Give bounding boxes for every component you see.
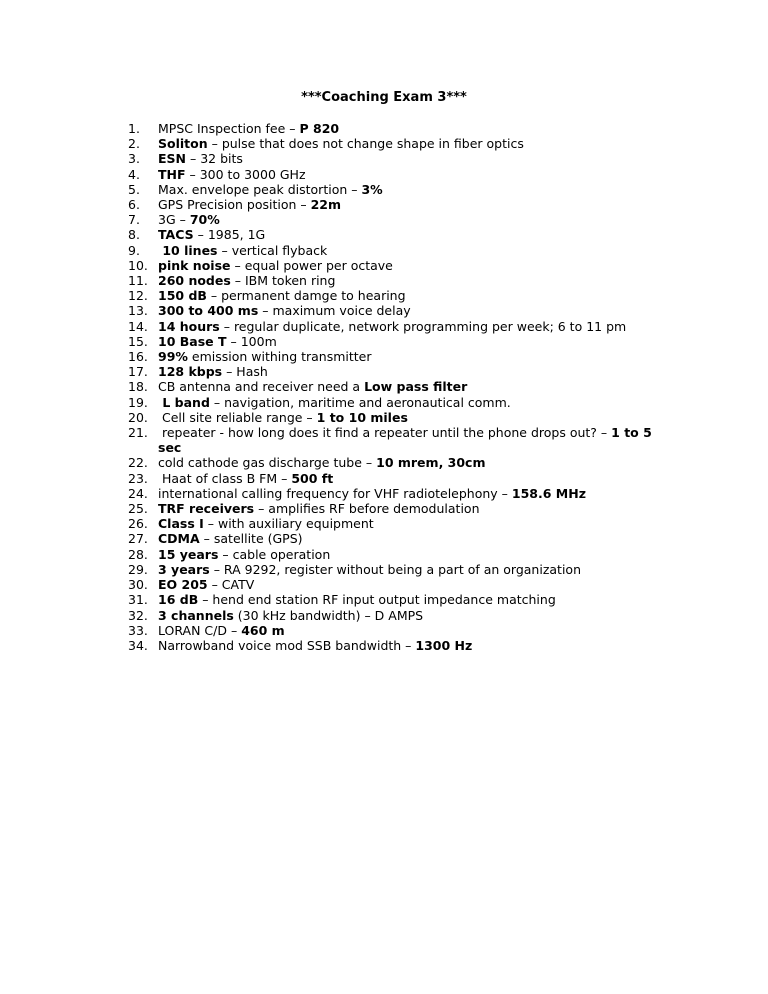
- item-answer: TRF receivers: [158, 501, 255, 517]
- item-number: 5.: [128, 181, 140, 197]
- item-text: [158, 379, 658, 394]
- item-answer: 300 to 400 ms: [158, 303, 259, 319]
- item-answer: 10 mrem, 30cm: [376, 455, 486, 471]
- item-text: [158, 577, 658, 592]
- list-item: [0, 592, 768, 607]
- page-title: ***Coaching Exam 3***: [301, 90, 467, 105]
- item-description: Narrowband voice mod SSB bandwidth –: [158, 637, 416, 653]
- list-item: [0, 425, 768, 455]
- list-item: [0, 410, 768, 425]
- item-text: [158, 334, 658, 349]
- item-answer: 3%: [361, 181, 383, 197]
- item-number: 30.: [128, 577, 148, 593]
- item-number: 22.: [128, 455, 148, 471]
- item-number: 32.: [128, 607, 148, 623]
- item-text: [158, 151, 658, 166]
- item-description: – 100m: [226, 333, 277, 349]
- item-text: [158, 547, 658, 562]
- item-number: 16.: [128, 349, 148, 365]
- item-answer: 1300 Hz: [415, 637, 473, 653]
- item-text: [158, 501, 658, 516]
- item-description: – RA 9292, register without being a part of an organization: [209, 561, 581, 577]
- item-number: 27.: [128, 531, 148, 547]
- item-answer: 22m: [310, 197, 342, 213]
- list-item: [0, 273, 768, 288]
- item-number: 12.: [128, 288, 148, 304]
- item-description: – 1985, 1G: [193, 227, 266, 243]
- item-answer: THF: [158, 166, 186, 182]
- item-answer: 128 kbps: [158, 364, 223, 380]
- item-number: 6.: [128, 197, 140, 213]
- item-number: 23.: [128, 470, 148, 486]
- item-description: – 32 bits: [186, 151, 243, 167]
- list-item: [0, 531, 768, 546]
- item-text: [158, 303, 658, 318]
- list-item: [0, 319, 768, 334]
- item-number: 1.: [128, 121, 140, 136]
- list-item: [0, 547, 768, 562]
- item-number: 13.: [128, 303, 148, 319]
- item-description: Cell site reliable range –: [158, 409, 317, 425]
- item-answer: 1 to 5 sec: [158, 425, 657, 456]
- list-item: [0, 197, 768, 212]
- item-description: – permanent damge to hearing: [206, 288, 406, 304]
- list-item: [0, 471, 768, 486]
- item-description: – satellite (GPS): [199, 531, 303, 547]
- item-text: [158, 471, 658, 486]
- item-number: 15.: [128, 333, 148, 349]
- item-number: 21.: [128, 425, 148, 441]
- item-text: [158, 182, 658, 197]
- item-description: – CATV: [207, 577, 255, 593]
- item-description: – IBM token ring: [230, 273, 336, 289]
- item-description: international calling frequency for VHF radiotelephony –: [158, 485, 512, 501]
- item-text: [158, 288, 658, 303]
- item-description: CB antenna and receiver need a: [158, 379, 365, 395]
- item-answer: P 820: [299, 121, 340, 136]
- item-text: [158, 486, 658, 501]
- item-text: [158, 395, 658, 410]
- item-number: 18.: [128, 379, 148, 395]
- item-number: 9.: [128, 242, 140, 258]
- item-number: 26.: [128, 516, 148, 532]
- item-description: emission withing transmitter: [187, 349, 372, 365]
- item-number: 28.: [128, 546, 148, 562]
- item-number: 14.: [128, 318, 148, 334]
- item-text: [158, 455, 658, 470]
- item-answer: 1 to 10 miles: [316, 409, 408, 425]
- list-item: [0, 258, 768, 273]
- item-answer: EO 205: [158, 577, 208, 593]
- item-number: 7.: [128, 212, 140, 228]
- item-text: [158, 608, 658, 623]
- item-answer: 3 channels: [158, 607, 234, 623]
- item-text: [158, 121, 658, 136]
- item-number: 33.: [128, 622, 148, 638]
- item-answer: 99%: [158, 349, 188, 365]
- item-description: – hend end station RF input output impedance matching: [198, 592, 556, 608]
- list-item: [0, 121, 768, 136]
- list-item: [0, 349, 768, 364]
- item-number: 11.: [128, 273, 148, 289]
- item-answer: 14 hours: [158, 318, 220, 334]
- list-item: [0, 623, 768, 638]
- item-description: cold cathode gas discharge tube –: [158, 455, 377, 471]
- item-number: 17.: [128, 364, 148, 380]
- item-number: 2.: [128, 136, 140, 152]
- list-item: [0, 608, 768, 623]
- item-description: – amplifies RF before demodulation: [254, 501, 480, 517]
- list-item: [0, 334, 768, 349]
- item-answer: TACS: [158, 227, 194, 243]
- item-description: 3G –: [158, 212, 190, 228]
- item-answer: 158.6 MHz: [511, 485, 586, 501]
- item-description: – regular duplicate, network programming per week; 6 to 11 pm: [219, 318, 627, 334]
- item-number: 24.: [128, 485, 148, 501]
- item-answer: ESN: [158, 151, 187, 167]
- list-item: [0, 501, 768, 516]
- item-number: 8.: [128, 227, 140, 243]
- list-item: [0, 486, 768, 501]
- item-answer: pink noise: [158, 257, 231, 273]
- item-description: Haat of class B FM –: [158, 470, 292, 486]
- item-number: 4.: [128, 166, 140, 182]
- item-description: – Hash: [222, 364, 268, 380]
- item-text: [158, 258, 658, 273]
- item-answer: L band: [158, 394, 210, 410]
- item-description: – navigation, maritime and aeronautical comm.: [209, 394, 511, 410]
- list-item: [0, 288, 768, 303]
- list-item: [0, 243, 768, 258]
- list-item: [0, 562, 768, 577]
- item-answer: Low pass filter: [364, 379, 468, 395]
- item-text: [158, 167, 658, 182]
- item-number: 19.: [128, 394, 148, 410]
- item-answer: 10 Base T: [158, 333, 227, 349]
- item-number: 31.: [128, 592, 148, 608]
- item-text: [158, 364, 658, 379]
- list-item: [0, 516, 768, 531]
- item-text: [158, 425, 658, 455]
- item-text: [158, 243, 658, 258]
- list-item: [0, 136, 768, 151]
- item-text: [158, 531, 658, 546]
- item-description: GPS Precision position –: [158, 197, 311, 213]
- item-number: 3.: [128, 151, 140, 167]
- item-description: repeater - how long does it find a repeater until the phone drops out? –: [158, 425, 612, 441]
- item-text: [158, 349, 658, 364]
- item-number: 29.: [128, 561, 148, 577]
- list-item: [0, 364, 768, 379]
- item-description: LORAN C/D –: [158, 622, 242, 638]
- item-description: (30 kHz bandwidth) – D AMPS: [233, 607, 424, 623]
- item-description: – equal power per octave: [230, 257, 393, 273]
- item-text: [158, 623, 658, 638]
- item-text: [158, 136, 658, 151]
- item-text: [158, 212, 658, 227]
- item-number: 25.: [128, 501, 148, 517]
- list-item: [0, 212, 768, 227]
- item-text: [158, 319, 658, 334]
- item-answer: 460 m: [241, 622, 285, 638]
- item-text: [158, 273, 658, 288]
- item-text: [158, 516, 658, 531]
- item-text: [158, 638, 658, 653]
- list-item: [0, 227, 768, 242]
- question-list: [0, 121, 768, 653]
- item-text: [158, 410, 658, 425]
- item-answer: 15 years: [158, 546, 219, 562]
- list-item: [0, 638, 768, 653]
- list-item: [0, 167, 768, 182]
- item-answer: 260 nodes: [158, 273, 231, 289]
- item-text: [158, 562, 658, 577]
- item-description: – with auxiliary equipment: [203, 516, 374, 532]
- item-number: 20.: [128, 409, 148, 425]
- list-item: [0, 303, 768, 318]
- item-text: [158, 592, 658, 607]
- item-answer: 150 dB: [158, 288, 207, 304]
- list-item: [0, 395, 768, 410]
- list-item: [0, 455, 768, 470]
- item-text: [158, 227, 658, 242]
- item-answer: 500 ft: [291, 470, 334, 486]
- item-answer: 70%: [189, 212, 220, 228]
- item-number: 34.: [128, 637, 148, 653]
- item-description: – pulse that does not change shape in fiber optics: [207, 136, 524, 152]
- item-description: MPSC Inspection fee –: [158, 121, 300, 136]
- item-answer: 16 dB: [158, 592, 199, 608]
- list-item: [0, 182, 768, 197]
- list-item: [0, 151, 768, 166]
- item-text: [158, 197, 658, 212]
- item-answer: 10 lines: [158, 242, 218, 258]
- list-item: [0, 577, 768, 592]
- item-answer: 3 years: [158, 561, 210, 577]
- item-description: – maximum voice delay: [258, 303, 411, 319]
- item-answer: Soliton: [158, 136, 208, 152]
- item-description: Max. envelope peak distortion –: [158, 181, 362, 197]
- item-answer: Class I: [158, 516, 204, 532]
- item-number: 10.: [128, 257, 148, 273]
- item-description: – 300 to 3000 GHz: [185, 166, 306, 182]
- item-answer: CDMA: [158, 531, 200, 547]
- item-description: – cable operation: [218, 546, 331, 562]
- item-description: – vertical flyback: [217, 242, 328, 258]
- list-item: [0, 379, 768, 394]
